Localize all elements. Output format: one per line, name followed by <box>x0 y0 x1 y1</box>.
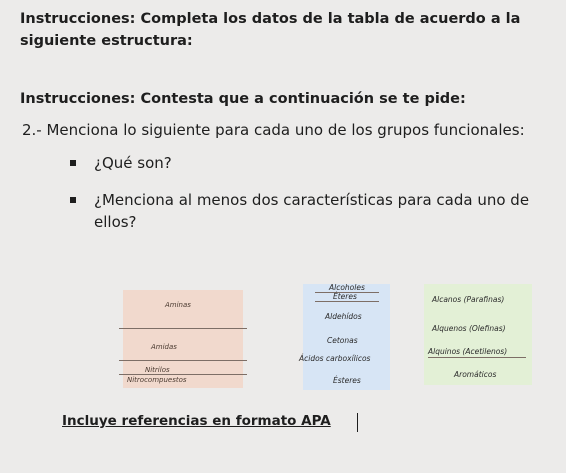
group-label: Nitrocompuestos <box>127 376 187 384</box>
instructions-line-1: Instrucciones: Completa los datos de la tabla de acuerdo a la siguiente estructura: <box>20 11 521 49</box>
group-label: Amidas <box>151 343 177 351</box>
group-label: Éteres <box>333 292 357 301</box>
divider <box>315 301 379 302</box>
group-label: Ésteres <box>333 376 361 385</box>
bullet-item <box>70 189 540 233</box>
group-label: Alcanos (Parafinas) <box>432 295 505 304</box>
divider <box>119 360 247 361</box>
group-label: Nitrilos <box>145 366 170 374</box>
group-label: Ácidos carboxílicos <box>299 354 371 363</box>
divider <box>119 328 247 329</box>
instructions-line-2: Instrucciones: Contesta que a continuación se te pide: <box>20 91 466 107</box>
bullet-icon <box>70 197 76 203</box>
bullet-text: ¿Menciona al menos dos características para cada uno de ellos? <box>94 191 530 231</box>
hydrocarbons-box <box>424 284 532 385</box>
group-label: Aminas <box>165 301 191 309</box>
bullet-text: ¿Qué son? <box>94 154 172 172</box>
group-label: Alquinos (Acetilenos) <box>428 347 508 356</box>
group-label: Aldehídos <box>325 312 362 321</box>
functional-groups-oxygen-box <box>299 283 390 390</box>
group-label: Alcoholes <box>329 283 365 292</box>
divider <box>119 374 247 375</box>
question-heading: 2.- Menciona lo siguiente para cada uno de los grupos funcionales: <box>22 121 525 139</box>
bullet-item <box>70 152 172 174</box>
bullet-icon <box>70 160 76 166</box>
group-label: Alquenos (Olefinas) <box>432 324 506 333</box>
text-cursor <box>357 413 358 432</box>
functional-groups-nitrogen-box <box>123 290 243 388</box>
group-label: Aromáticos <box>454 370 497 379</box>
references-note: Incluye referencias en formato APA <box>62 413 331 429</box>
divider <box>428 357 526 358</box>
group-label: Cetonas <box>327 336 358 345</box>
